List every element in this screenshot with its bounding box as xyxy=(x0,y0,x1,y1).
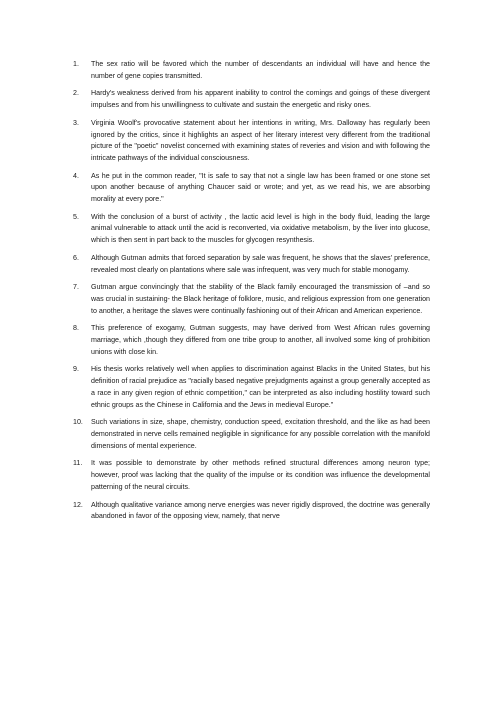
list-item xyxy=(73,171,430,206)
sentence-list xyxy=(73,59,430,523)
item-text: With the conclusion of a burst of activity , the lactic acid level is high in the body fluid, leading the large animal vulnerable to attack until the acid is reconverted, via oxidative metabolism, by the liver into glucose, which is then sent in part back to the muscles for glycogen resynthesis. xyxy=(91,212,430,245)
list-item xyxy=(73,364,430,411)
item-text: Hardy's weakness derived from his apparent inability to control the comings and goings of these divergent impulses and from his unwillingness to cultivate and sustain the energetic and risky ones. xyxy=(91,89,430,110)
list-item xyxy=(73,323,430,358)
list-item xyxy=(73,253,430,276)
item-number: 2. xyxy=(73,89,79,98)
list-item xyxy=(73,118,430,165)
list-item xyxy=(73,59,430,82)
item-number: 8. xyxy=(73,324,79,333)
list-item xyxy=(73,88,430,111)
item-text: Virginia Woolf's provocative statement about her intentions in writing, Mrs. Dalloway has regularly been ignored by the critics, since it highlights an aspect of her literary interest very different from the traditional picture of the "poetic" novelist concerned with examining states of reveries and vision and with following the intricate pathways of the individual consciousness. xyxy=(91,118,430,162)
list-item xyxy=(73,500,430,523)
item-text: The sex ratio will be favored which the number of descendants an individual will have and hence the number of gene copies transmitted. xyxy=(91,60,430,80)
item-number: 11. xyxy=(73,459,83,468)
item-text: Such variations in size, shape, chemistry, conduction speed, excitation threshold, and the like as had been demonstrated in nerve cells remained negligible in significance for any possible correlation with the manifold dimensions of mental experience. xyxy=(91,418,430,450)
item-text: It was possible to demonstrate by other methods refined structural differences among neuron type; however, proof was lacking that the quality of the impulse or its condition was influence the developmental patterning of the neural circuits. xyxy=(91,459,430,491)
item-text: Although qualitative variance among nerve energies was never rigidly disproved, the doctrine was generally abandoned in favor of the opposing view, namely, that nerve xyxy=(91,500,430,521)
list-item xyxy=(73,282,430,317)
item-text: This preference of exogamy, Gutman suggests, may have derived from West African rules governing marriage, which ,though they differed from one tribe group to another, all involved some king of prohibition unions with close kin. xyxy=(91,324,430,356)
list-item xyxy=(73,212,430,247)
item-text: As he put in the common reader, "It is safe to say that not a single law has been framed or one stone set upon another because of anything Chaucer said or wrote; and yet, as we read his, we are absorbing morality at every pore." xyxy=(91,171,430,204)
item-number: 3. xyxy=(73,118,79,127)
item-number: 5. xyxy=(73,212,79,221)
item-text: Although Gutman admits that forced separation by sale was frequent, he shows that the slaves' preference, revealed most clearly on plantations where sale was infrequent, was very much for stable monogamy. xyxy=(91,253,430,274)
item-number: 6. xyxy=(73,253,79,262)
item-number: 10. xyxy=(73,418,83,427)
item-text: His thesis works relatively well when applies to discrimination against Blacks in the United States, but his definition of racial prejudice as "racially based negative prejudgments against a group generally accepted as a race in any given region of ethnic competition," can be interpreted as also including hostility toward such ethnic groups as the Chinese in California and the Jews in medieval Europe." xyxy=(91,365,430,409)
item-number: 12. xyxy=(73,500,83,509)
item-number: 1. xyxy=(73,60,79,68)
item-number: 4. xyxy=(73,171,79,180)
item-text: Gutman argue convincingly that the stability of the Black family encouraged the transmission of –and so was crucial in sustaining- the Black heritage of folklore, music, and religious expression from one generation to another, a heritage the slaves were continually fashioning out of their African and American experience. xyxy=(91,283,430,315)
item-number: 9. xyxy=(73,365,79,374)
list-item xyxy=(73,417,430,452)
item-number: 7. xyxy=(73,283,79,292)
list-item xyxy=(73,458,430,493)
